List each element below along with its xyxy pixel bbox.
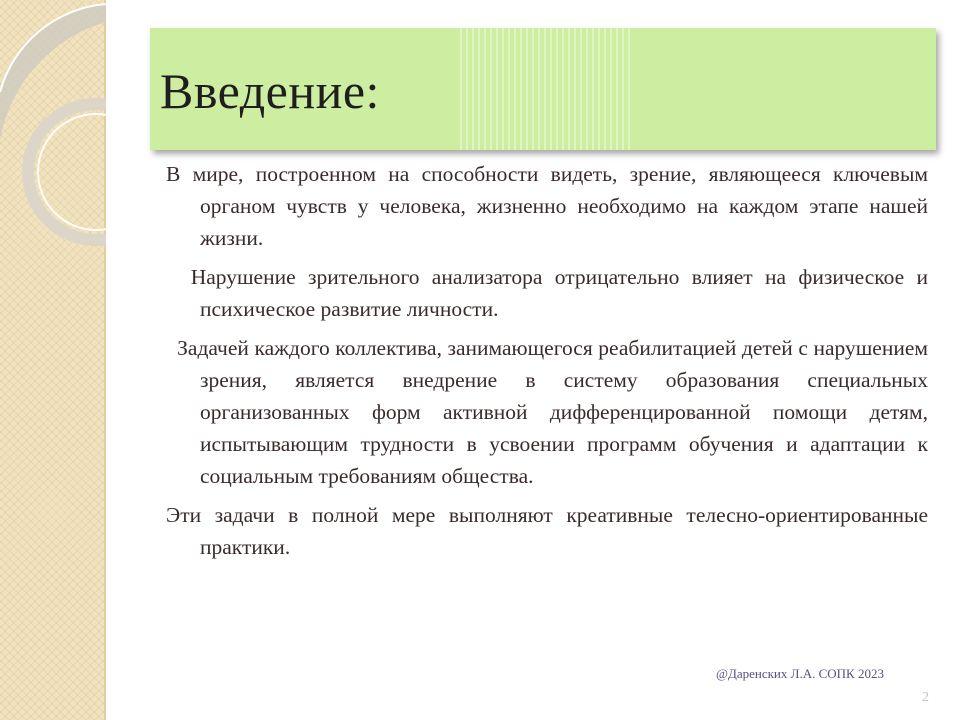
decorative-rings [0,0,106,260]
paragraph-task: Задачей каждого коллектива, занимающегося реабилитацией детей с нарушением зрения, является внедрение в систему образования специальных организованных форм активной дифференцированной помощи детям, испытывающим трудности в усвоении программ обучения и адаптации к социальным требованиям общества. [166,336,934,488]
page-number: 2 [922,690,929,705]
paragraph-impairment: Нарушение зрительного анализатора отрицательно влияет на физическое и психическое развитие личности. [166,265,934,321]
paragraph-intro: В мире, построенном на способности видеть, зрение, являющееся ключевым органом чувств у человека, жизненно необходимо на каждом этапе нашей жизни. [166,162,928,250]
decorative-ring-middle [28,104,106,240]
title-banner [150,28,936,150]
paragraph-practices: Эти задачи в полной мере выполняют креативные телесно-ориентированные практики. [166,503,928,559]
slide-title: Введение: [160,63,380,119]
slide-footer: @Даренских Л.А. СОПК 2023 [716,666,884,681]
slide-body [166,158,934,570]
title-banner-texture [460,28,630,150]
